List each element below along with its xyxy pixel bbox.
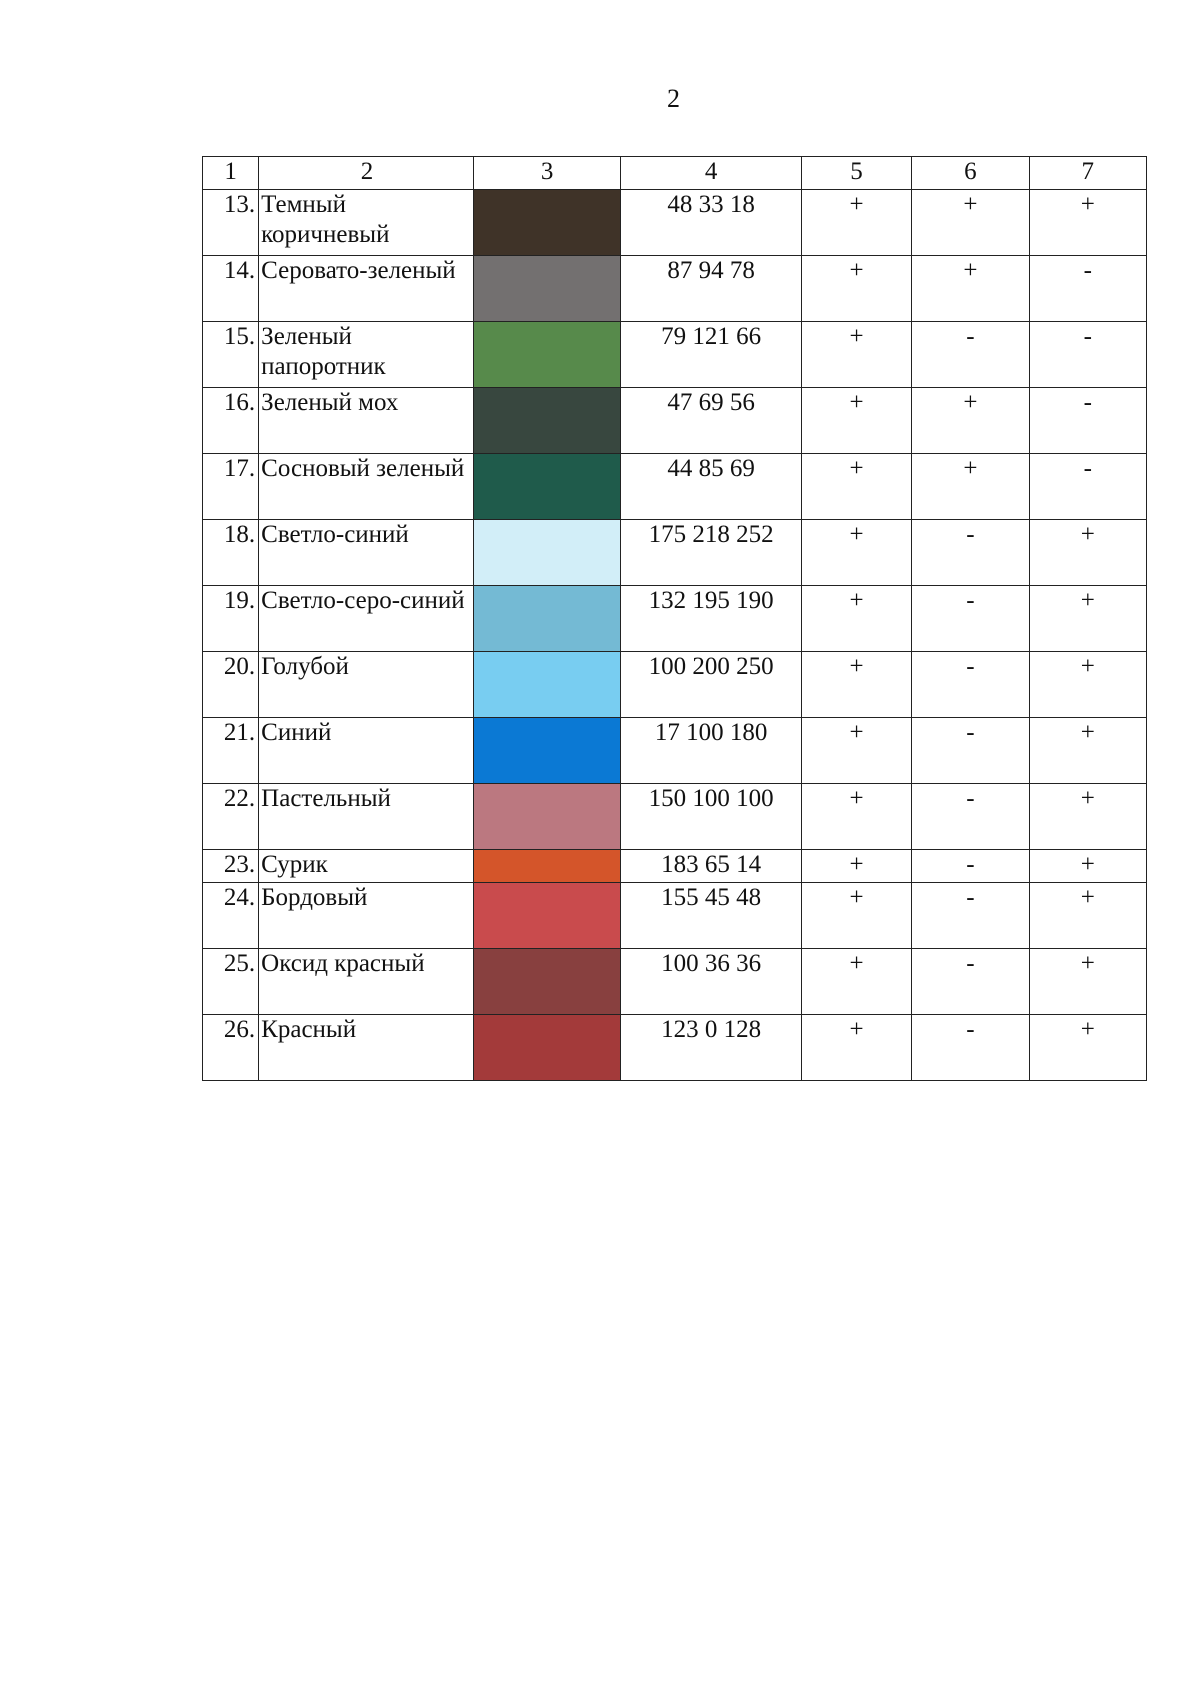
rgb-value: 183 65 14 <box>621 850 802 883</box>
column-5-mark: + <box>801 520 911 586</box>
header-cell: 2 <box>259 157 474 190</box>
table-row <box>203 850 1147 883</box>
table-row <box>203 784 1147 850</box>
row-number: 23. <box>203 850 259 883</box>
column-5-mark: + <box>801 652 911 718</box>
row-number: 20. <box>203 652 259 718</box>
rgb-value: 150 100 100 <box>621 784 802 850</box>
column-5-mark: + <box>801 256 911 322</box>
column-5-mark: + <box>801 718 911 784</box>
table-row <box>203 388 1147 454</box>
column-5-mark: + <box>801 586 911 652</box>
column-5-mark: + <box>801 1015 911 1081</box>
color-name: Бордовый <box>259 883 474 949</box>
color-swatch <box>474 850 620 882</box>
color-swatch-cell <box>473 190 620 256</box>
color-swatch-cell <box>473 1015 620 1081</box>
color-swatch-cell <box>473 718 620 784</box>
column-5-mark: + <box>801 949 911 1015</box>
header-cell: 4 <box>621 157 802 190</box>
row-number: 14. <box>203 256 259 322</box>
column-5-mark: + <box>801 883 911 949</box>
rgb-value: 79 121 66 <box>621 322 802 388</box>
color-swatch <box>474 520 620 585</box>
rgb-value: 100 36 36 <box>621 949 802 1015</box>
column-7-mark: + <box>1029 883 1146 949</box>
column-6-mark: + <box>912 454 1029 520</box>
column-7-mark: + <box>1029 520 1146 586</box>
table-row <box>203 586 1147 652</box>
table-row <box>203 520 1147 586</box>
table-row <box>203 652 1147 718</box>
column-7-mark: + <box>1029 718 1146 784</box>
column-5-mark: + <box>801 190 911 256</box>
rgb-value: 155 45 48 <box>621 883 802 949</box>
table-row <box>203 1015 1147 1081</box>
column-7-mark: - <box>1029 322 1146 388</box>
column-7-mark: + <box>1029 586 1146 652</box>
color-swatch-cell <box>473 454 620 520</box>
color-swatch-cell <box>473 652 620 718</box>
color-swatch-cell <box>473 256 620 322</box>
column-6-mark: - <box>912 1015 1029 1081</box>
color-name: Красный <box>259 1015 474 1081</box>
row-number: 26. <box>203 1015 259 1081</box>
table-row <box>203 256 1147 322</box>
color-name: Оксид красный <box>259 949 474 1015</box>
header-cell: 1 <box>203 157 259 190</box>
color-table <box>202 156 1147 1081</box>
color-name: Сурик <box>259 850 474 883</box>
color-swatch <box>474 454 620 519</box>
column-6-mark: - <box>912 520 1029 586</box>
header-cell: 7 <box>1029 157 1146 190</box>
color-name: Светло-синий <box>259 520 474 586</box>
rgb-value: 47 69 56 <box>621 388 802 454</box>
color-name: Пастельный <box>259 784 474 850</box>
row-number: 24. <box>203 883 259 949</box>
rgb-value: 48 33 18 <box>621 190 802 256</box>
rgb-value: 132 195 190 <box>621 586 802 652</box>
rgb-value: 123 0 128 <box>621 1015 802 1081</box>
color-name: Сосновый зеленый <box>259 454 474 520</box>
column-6-mark: + <box>912 256 1029 322</box>
column-6-mark: + <box>912 190 1029 256</box>
color-swatch <box>474 784 620 849</box>
row-number: 13. <box>203 190 259 256</box>
column-6-mark: - <box>912 718 1029 784</box>
color-swatch <box>474 586 620 651</box>
color-name: Голубой <box>259 652 474 718</box>
color-swatch <box>474 322 620 387</box>
color-name: Светло-серо-синий <box>259 586 474 652</box>
column-5-mark: + <box>801 322 911 388</box>
row-number: 18. <box>203 520 259 586</box>
color-name: Темный коричневый <box>259 190 474 256</box>
color-name: Зеленый мох <box>259 388 474 454</box>
row-number: 16. <box>203 388 259 454</box>
header-cell: 6 <box>912 157 1029 190</box>
color-swatch <box>474 256 620 321</box>
row-number: 15. <box>203 322 259 388</box>
column-6-mark: - <box>912 850 1029 883</box>
color-swatch <box>474 388 620 453</box>
color-swatch-cell <box>473 784 620 850</box>
column-5-mark: + <box>801 454 911 520</box>
column-5-mark: + <box>801 850 911 883</box>
color-name: Синий <box>259 718 474 784</box>
column-7-mark: + <box>1029 1015 1146 1081</box>
header-cell: 3 <box>473 157 620 190</box>
column-5-mark: + <box>801 784 911 850</box>
row-number: 19. <box>203 586 259 652</box>
rgb-value: 87 94 78 <box>621 256 802 322</box>
color-swatch-cell <box>473 949 620 1015</box>
rgb-value: 100 200 250 <box>621 652 802 718</box>
column-7-mark: + <box>1029 784 1146 850</box>
rgb-value: 44 85 69 <box>621 454 802 520</box>
column-6-mark: - <box>912 883 1029 949</box>
table-row <box>203 718 1147 784</box>
column-6-mark: + <box>912 388 1029 454</box>
table-row <box>203 322 1147 388</box>
header-row <box>203 157 1147 190</box>
color-swatch-cell <box>473 322 620 388</box>
rgb-value: 17 100 180 <box>621 718 802 784</box>
column-7-mark: + <box>1029 850 1146 883</box>
row-number: 21. <box>203 718 259 784</box>
color-name: Зеленый папоротник <box>259 322 474 388</box>
color-swatch-cell <box>473 520 620 586</box>
table-row <box>203 190 1147 256</box>
color-swatch <box>474 883 620 948</box>
column-7-mark: + <box>1029 949 1146 1015</box>
row-number: 17. <box>203 454 259 520</box>
color-swatch-cell <box>473 388 620 454</box>
column-6-mark: - <box>912 784 1029 850</box>
table-row <box>203 949 1147 1015</box>
color-swatch-cell <box>473 883 620 949</box>
color-swatch-cell <box>473 586 620 652</box>
column-7-mark: - <box>1029 388 1146 454</box>
row-number: 25. <box>203 949 259 1015</box>
color-swatch <box>474 1015 620 1080</box>
column-7-mark: + <box>1029 190 1146 256</box>
color-swatch-cell <box>473 850 620 883</box>
table-row <box>203 883 1147 949</box>
column-7-mark: + <box>1029 652 1146 718</box>
column-6-mark: - <box>912 586 1029 652</box>
column-6-mark: - <box>912 322 1029 388</box>
column-6-mark: - <box>912 652 1029 718</box>
rgb-value: 175 218 252 <box>621 520 802 586</box>
color-swatch <box>474 949 620 1014</box>
color-name: Серовато-зеленый <box>259 256 474 322</box>
column-7-mark: - <box>1029 256 1146 322</box>
color-swatch <box>474 190 620 255</box>
column-7-mark: - <box>1029 454 1146 520</box>
page-number: 2 <box>667 84 680 113</box>
column-6-mark: - <box>912 949 1029 1015</box>
color-swatch <box>474 652 620 717</box>
header-cell: 5 <box>801 157 911 190</box>
color-swatch <box>474 718 620 783</box>
table-row <box>203 454 1147 520</box>
column-5-mark: + <box>801 388 911 454</box>
row-number: 22. <box>203 784 259 850</box>
